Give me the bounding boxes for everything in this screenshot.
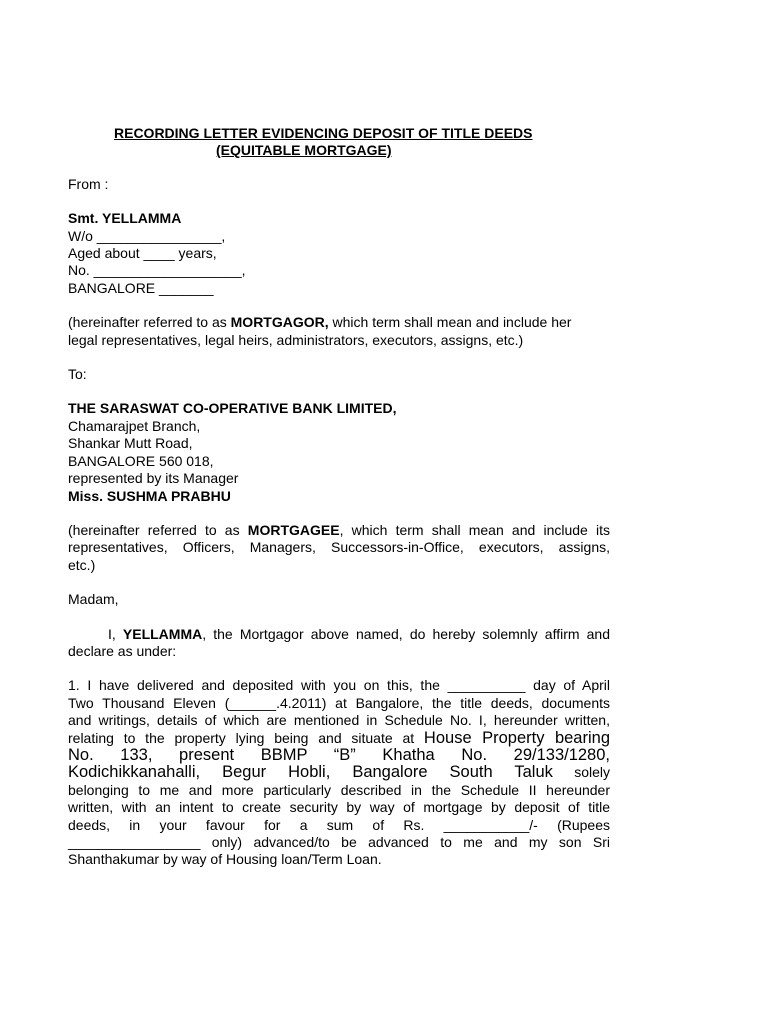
to-label: To: (68, 366, 87, 383)
affirm-line-2: declare as under: (68, 642, 177, 659)
clause-1-line-6-post: solely (552, 764, 610, 781)
mortgagor-city: BANGALORE _______ (68, 279, 214, 296)
bank-name: THE SARASWAT CO-OPERATIVE BANK LIMITED, (68, 400, 397, 417)
affirm-name: YELLAMMA (122, 625, 203, 642)
letter-document (68, 125, 610, 869)
bank-city: BANGALORE 560 018, (68, 452, 214, 469)
clause-1-property-text: House Property bearing (423, 728, 611, 747)
mortgagee-clause-line-3: etc.) (68, 556, 96, 573)
mortgagor-term: MORTGAGOR, (230, 314, 329, 331)
mortgagor-clause-line-2: legal representatives, legal heirs, administrators, executors, assigns, etc.) (68, 331, 524, 348)
affirm-post: , the Mortgagor above named, do hereby solemnly affirm and (202, 625, 611, 642)
mortgagor-wife-of: W/o ________________, (68, 227, 226, 244)
mortgagee-clause-post: , which term shall mean and include its (339, 521, 610, 538)
bank-road: Shankar Mutt Road, (68, 435, 193, 452)
mortgagee-clause-pre: (hereinafter referred to as (68, 521, 248, 538)
mortgagor-name: Smt. YELLAMMA (68, 210, 182, 227)
title-line-2: (EQUITABLE MORTGAGE) (216, 142, 392, 159)
clause-1-line-9: deeds, in your favour for a sum of Rs. ___________/- (Rupees (68, 816, 610, 833)
affirmation (68, 626, 610, 661)
clause-1-line-10: _________________ only) advanced/to be advanced to me and my son Sri (68, 834, 610, 850)
to-section (68, 366, 610, 505)
clause-1-line-8: written, with an intent to create security by way of mortgage by deposit of title (68, 799, 610, 816)
clause-1-line-2: Two Thousand Eleven (______.4.2011) at Bangalore, the title deeds, documents (68, 694, 610, 711)
mortgagor-clause-pre: (hereinafter referred to as (68, 314, 231, 331)
mortgagor-address-no: No. ___________________, (68, 262, 246, 279)
clause-1-line-1: 1. I have delivered and deposited with you on this, the __________ day of April (68, 677, 610, 694)
clause-1-line-5: No. 133, present BBMP “B” Khatha No. 29/133/1280, (68, 745, 610, 764)
manager-name: Miss. SUSHMA PRABHU (68, 487, 231, 504)
mortgagee-clause-line-2: representatives, Officers, Managers, Successors-in-Office, executors, assigns, (68, 539, 610, 556)
clause-1-line-6-big: Kodichikkanahalli, Begur Hobli, Bangalore South Taluk (68, 763, 553, 782)
bank-represented: represented by its Manager (68, 470, 239, 487)
salutation: Madam, (68, 591, 119, 608)
from-label: From : (68, 175, 109, 192)
clause-1-line-11: Shanthakumar by way of Housing loan/Term Loan. (68, 851, 382, 868)
from-section (68, 176, 610, 297)
clause-1-line-3: and writings, details of which are mentioned in Schedule No. I, hereunder written, (68, 712, 610, 729)
affirm-pre: I, (108, 625, 123, 642)
bank-branch: Chamarajpet Branch, (68, 417, 201, 434)
mortgagee-term: MORTGAGEE (247, 521, 340, 538)
mortgagee-clause (68, 522, 610, 574)
mortgagor-age: Aged about ____ years, (68, 245, 217, 262)
clause-1-line-7: belonging to me and more particularly described in the Schedule II hereunder (68, 781, 610, 798)
mortgagor-clause-post: which term shall mean and include her (328, 314, 572, 331)
clause-1-line-4-pre: relating to the property lying being and situate at (68, 729, 424, 746)
clause-1 (68, 677, 610, 868)
mortgagor-clause (68, 314, 610, 349)
title-line-1: RECORDING LETTER EVIDENCING DEPOSIT OF TITLE DEEDS (114, 125, 533, 141)
document-title (68, 125, 610, 160)
